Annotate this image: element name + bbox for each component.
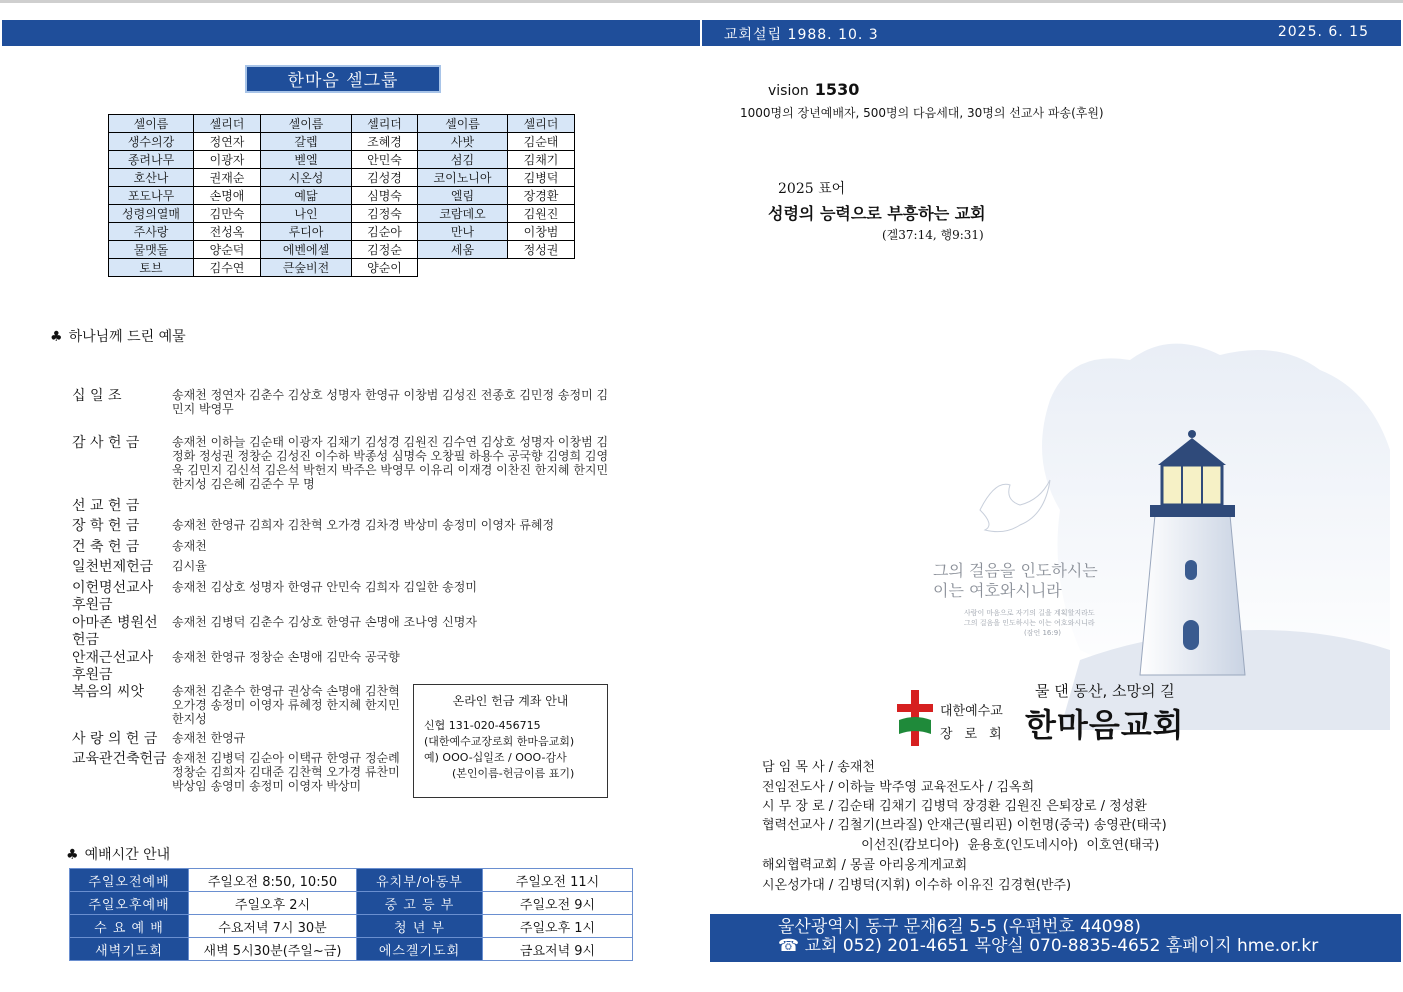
empty-cell	[418, 259, 508, 277]
offering-label: 사 랑 의 헌 금	[72, 731, 158, 747]
service-name: 중 고 등 부	[357, 892, 483, 915]
cell-name: 에벤에셀	[261, 241, 352, 259]
header-cell: 셀이름	[261, 115, 352, 133]
empty-cell	[508, 259, 575, 277]
online-offering-title: 온라인 헌금 계좌 안내	[452, 694, 569, 708]
offering-label: 아마존 병원선헌금	[72, 615, 158, 648]
cell-leader: 김정순	[352, 241, 418, 259]
verse-small	[964, 608, 1095, 638]
cell-leader: 김원진	[508, 205, 575, 223]
cell-leader: 손명애	[194, 187, 261, 205]
lighthouse-illustration	[900, 330, 1400, 730]
cell-leader: 정성권	[508, 241, 575, 259]
offering-label: 일천번제헌금	[72, 559, 154, 575]
service-time: 금요저녁 9시	[483, 938, 633, 961]
online-account: 신협 131-020-456715	[424, 719, 541, 732]
cell-name: 토브	[109, 259, 194, 277]
cell-name: 생수의강	[109, 133, 194, 151]
vision-label: vision	[768, 83, 809, 99]
offering-label: 안재근선교사 후원금	[72, 650, 154, 683]
table-row	[70, 892, 633, 915]
cell-leader: 장경환	[508, 187, 575, 205]
table-row	[109, 187, 575, 205]
service-time: 수요저녁 7시 30분	[189, 915, 357, 938]
table-row	[109, 133, 575, 151]
offering-names: 송재천 한영규 김희자 김찬혁 오가경 김차경 박상미 송정미 이영자 류혜정	[172, 518, 555, 532]
cell-leader: 김순아	[352, 223, 418, 241]
online-holder: (대한예수교장로회 한마음교회)	[424, 735, 575, 748]
header-cell: 셀이름	[418, 115, 508, 133]
offering-names: 김시율	[172, 559, 207, 573]
cell-name: 세움	[418, 241, 508, 259]
denomination-line1: 대한예수교	[940, 704, 1003, 719]
table-row	[70, 915, 633, 938]
staff-line: 담 임 목 사 / 송재천	[762, 760, 875, 775]
table-row	[109, 151, 575, 169]
cell-name: 성령의열매	[109, 205, 194, 223]
motto-text: 성령의 능력으로 부흥하는 교회	[768, 204, 986, 223]
staff-line: 협력선교사 / 김철기(브라질) 안재근(필리핀) 이헌명(중국) 송영관(태국)	[762, 818, 1167, 833]
offering-names: 송재천 김병덕 김순아 이택규 한영규 정순례 정창순 김희자 김대준 김찬혁 오가경 류찬미 박상임 송영미 송정미 이영자 박상미	[172, 751, 400, 793]
cell-leader: 김순태	[508, 133, 575, 151]
service-time: 주일오전 9시	[483, 892, 633, 915]
vision-heading	[768, 80, 859, 99]
established-date: 교회설립 1988. 10. 3	[724, 27, 879, 43]
offering-names: 송재천 한영규	[172, 731, 246, 745]
offering-label: 교육관건축헌금	[72, 751, 167, 767]
header-cell: 셀리더	[352, 115, 418, 133]
service-time: 주일오후 2시	[189, 892, 357, 915]
church-name: 한마음교회	[1025, 706, 1185, 744]
motto-reference: (겔37:14, 행9:31)	[882, 228, 984, 242]
service-name: 주일오후예배	[70, 892, 189, 915]
cell-leader: 정연자	[194, 133, 261, 151]
staff-line: 시 무 장 로 / 김순태 김채기 김병덕 장경환 김원진 은퇴장로 / 정성환	[762, 799, 1147, 814]
cell-leader: 조혜경	[352, 133, 418, 151]
cell-name: 예닮	[261, 187, 352, 205]
club-icon: ♣	[66, 847, 79, 863]
header-cell: 셀리더	[194, 115, 261, 133]
cell-leader: 김정숙	[352, 205, 418, 223]
offering-names: 송재천	[172, 539, 207, 553]
online-example: 예) OOO-십일조 / OOO-감사	[424, 751, 567, 764]
cell-leader: 심명숙	[352, 187, 418, 205]
bulletin-date: 2025. 6. 15	[1277, 24, 1369, 40]
header-cell: 셀이름	[109, 115, 194, 133]
cell-name: 코이노니아	[418, 169, 508, 187]
offering-names: 송재천 정연자 김춘수 김상호 성명자 한영규 이창범 김성진 전종호 김민정 송정미 김민지 박영무	[172, 388, 609, 416]
page-divider	[700, 20, 702, 46]
service-name: 청 년 부	[357, 915, 483, 938]
church-slogan: 물 댄 동산, 소망의 길	[1035, 682, 1175, 700]
online-offering-box	[413, 684, 608, 798]
staff-line: 이선진(캄보디아) 윤용호(인도네시아) 이호연(태국)	[762, 838, 1160, 853]
service-time: 주일오후 1시	[483, 915, 633, 938]
cell-name: 사밧	[418, 133, 508, 151]
service-name: 에스겔기도회	[357, 938, 483, 961]
table-row	[109, 169, 575, 187]
offering-label: 장 학 헌 금	[72, 518, 140, 534]
offering-label: 감 사 헌 금	[72, 435, 140, 451]
offering-names: 송재천 김상호 성명자 한영규 안민숙 김희자 김일한 송정미	[172, 580, 477, 594]
verse-small-1: 사람이 마음으로 자기의 길을 계획할지라도	[964, 609, 1095, 617]
table-row	[109, 259, 575, 277]
cell-leader: 양순이	[352, 259, 418, 277]
offering-label: 복음의 씨앗	[72, 684, 145, 700]
cell-leader: 김채기	[508, 151, 575, 169]
vision-number: 1530	[814, 80, 860, 99]
verse-small-2: 그의 걸음을 인도하시는 이는 여호와시니라	[964, 619, 1095, 627]
service-time: 새벽 5시30분(주일~금)	[189, 938, 357, 961]
table-row	[109, 205, 575, 223]
cross-logo-icon	[895, 690, 935, 746]
cell-name: 나인	[261, 205, 352, 223]
cell-name: 물맷돌	[109, 241, 194, 259]
offering-label: 선 교 헌 금	[72, 498, 140, 514]
verse-small-3: (잠언 16:9)	[1024, 629, 1061, 637]
cell-name: 포도나무	[109, 187, 194, 205]
top-border	[0, 0, 1403, 3]
cell-name: 호산나	[109, 169, 194, 187]
worship-title: 예배시간 안내	[84, 847, 171, 863]
motto-year: 2025 표어	[778, 181, 846, 197]
online-note: (본인이름-헌금이름 표기)	[452, 767, 575, 780]
cell-name: 벧엘	[261, 151, 352, 169]
service-name: 주일오전예배	[70, 869, 189, 892]
service-name: 유치부/아동부	[357, 869, 483, 892]
header-cell: 셀리더	[508, 115, 575, 133]
offering-label: 이헌명선교사 후원금	[72, 580, 154, 613]
cell-name: 루디아	[261, 223, 352, 241]
staff-line: 시온성가대 / 김병덕(지휘) 이수하 이유진 김경현(반주)	[762, 878, 1072, 893]
worship-heading	[66, 844, 170, 864]
church-address: 울산광역시 동구 문재6길 5-5 (우편번호 44098)	[778, 917, 1141, 937]
offering-names: 송재천 이하늘 김순태 이광자 김채기 김성경 김원진 김수연 김상호 성명자 이창범 김정화 정성권 정창순 김성진 이수하 박종성 심명숙 오창필 하용수 공국향 김영희 김영욱 김민지 김신석 김은석 박헌지 박주은 박영무 이유리 이재경 이찬진 한지혜 한지민 한지성 김은혜 김준수 무 명	[172, 435, 609, 491]
cell-name: 섬김	[418, 151, 508, 169]
cell-leader: 김성경	[352, 169, 418, 187]
service-name: 새벽기도회	[70, 938, 189, 961]
verse-line-2: 이는 여호와시니라	[933, 581, 1062, 600]
table-row	[109, 223, 575, 241]
vision-subtitle: 1000명의 장년예배자, 500명의 다음세대, 30명의 선교사 파송(후원)	[740, 106, 1104, 120]
offering-names: 송재천 김병덕 김춘수 김상호 한영규 손명애 조나영 신명자	[172, 615, 477, 629]
offerings-heading	[50, 326, 186, 346]
worship-table	[69, 868, 633, 961]
cell-leader: 전성옥	[194, 223, 261, 241]
cell-name: 만나	[418, 223, 508, 241]
table-row	[109, 241, 575, 259]
cell-name: 시온성	[261, 169, 352, 187]
church-contact: ☎ 교회 052) 201-4651 목양실 070-8835-4652 홈페이지 hme.or.kr	[778, 936, 1319, 956]
cell-leader: 이창범	[508, 223, 575, 241]
dove-icon	[980, 480, 1050, 532]
verse-large	[933, 561, 1098, 601]
cell-leader: 권재순	[194, 169, 261, 187]
cell-name: 갈렙	[261, 133, 352, 151]
cell-leader: 김수연	[194, 259, 261, 277]
cell-name: 엘림	[418, 187, 508, 205]
cell-group-table	[108, 114, 575, 277]
cell-table-header	[109, 115, 575, 133]
cell-name: 큰숲비전	[261, 259, 352, 277]
service-time: 주일오전 8:50, 10:50	[189, 869, 357, 892]
cell-name: 코람데오	[418, 205, 508, 223]
service-time: 주일오전 11시	[483, 869, 633, 892]
table-row	[70, 869, 633, 892]
cell-leader: 이광자	[194, 151, 261, 169]
header-band	[2, 20, 1401, 46]
staff-line: 전임전도사 / 이하늘 박주영 교육전도사 / 김옥희	[762, 780, 1035, 795]
cell-leader: 양순덕	[194, 241, 261, 259]
offering-names: 송재천 한영규 정창순 손명애 김만숙 공국향	[172, 650, 400, 664]
table-row	[70, 938, 633, 961]
offering-label: 십 일 조	[72, 388, 122, 404]
club-icon: ♣	[50, 329, 63, 345]
staff-line: 해외협력교회 / 몽골 아리옹게게교회	[762, 858, 968, 873]
cell-group-title: 한마음 셀그룹	[245, 65, 441, 93]
cell-name: 종려나무	[109, 151, 194, 169]
denomination-line2: 장로회	[940, 727, 1014, 742]
cell-leader: 김만숙	[194, 205, 261, 223]
verse-line-1: 그의 걸음을 인도하시는	[933, 561, 1098, 580]
service-name: 수 요 예 배	[70, 915, 189, 938]
cell-leader: 안민숙	[352, 151, 418, 169]
cell-leader: 김병덕	[508, 169, 575, 187]
offering-names: 송재천 김춘수 한영규 권상숙 손명애 김찬혁 오가경 송정미 이영자 류혜정 한지혜 한지민 한지성	[172, 684, 400, 726]
offerings-title: 하나님께 드린 예물	[68, 329, 186, 345]
footer-band	[710, 914, 1401, 962]
offering-label: 건 축 헌 금	[72, 539, 140, 555]
cell-name: 주사랑	[109, 223, 194, 241]
